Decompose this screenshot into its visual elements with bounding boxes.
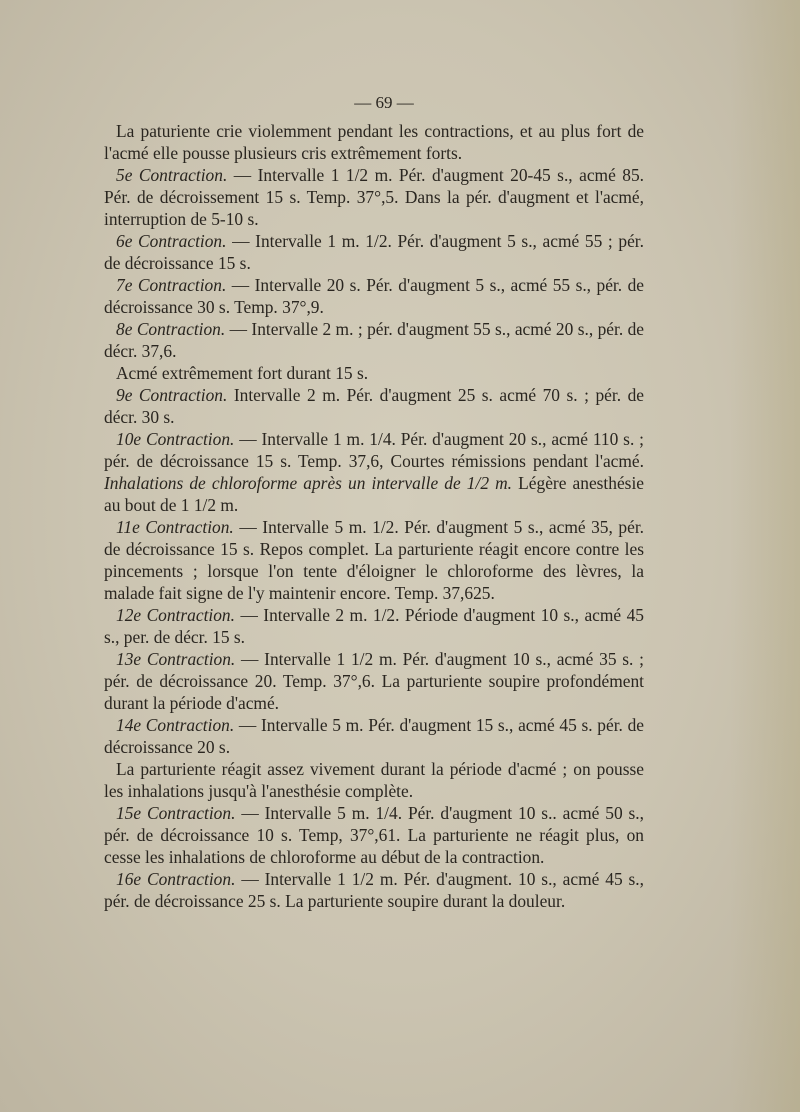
- paragraph-contraction-6: [104, 230, 644, 274]
- paragraph-text: Acmé extrêmement fort durant 15 s.: [116, 363, 369, 383]
- paragraph-intro: [104, 120, 644, 164]
- contraction-label: 9e Contraction.: [116, 385, 228, 405]
- paragraph-text: — Intervalle 1 m. 1/4. Pér. d'augment 20 s., acmé 110 s. ; pér. de décroissance 15 s. Temp. 37,6, Courtes rémissions pendant l'acmé.: [104, 429, 644, 471]
- contraction-label: 5e Contraction.: [116, 165, 228, 185]
- paragraph-contraction-14: [104, 714, 644, 758]
- paragraph-contraction-9: [104, 384, 644, 428]
- paragraph-text: Intervalle 2 m. Pér. d'augment 25 s. acmé 70 s. ; pér. de décr. 30 s.: [104, 385, 645, 427]
- paragraph-text: — Intervalle 1 1/2 m. Pér. d'augment 20-45 s., acmé 85. Pér. de décroissement 15 s. Temp. 37°,5. Dans la pér. d'augment et l'acmé, interruption de 5-10 s.: [104, 165, 644, 229]
- contraction-label: 6e Contraction.: [116, 231, 227, 251]
- contraction-label: 8e Contraction.: [116, 319, 226, 339]
- paragraph-contraction-15: [104, 802, 644, 868]
- contraction-label: 12e Contraction.: [116, 605, 235, 625]
- paragraph-text: La paturiente crie violemment pendant les contractions, et au plus fort de l'acmé elle pousse plusieurs cris extrêmement forts.: [104, 121, 644, 163]
- paragraph-text: — Intervalle 5 m. 1/2. Pér. d'augment 5 s., acmé 35, pér. de décroissance 15 s. Repos complet. La parturiente réagit encore contre les pincements ; lorsque l'on tente d'éloigner le chloroforme des lèvres, la malade fait signe de l'y maintenir encore. Temp. 37,625.: [104, 517, 644, 603]
- contraction-label: 14e Contraction.: [116, 715, 235, 735]
- paragraph-contraction-10: [104, 428, 644, 516]
- paragraph-contraction-16: [104, 868, 644, 912]
- contraction-label: 13e Contraction.: [116, 649, 236, 669]
- paragraph-contraction-7: [104, 274, 644, 318]
- paragraph-text: La parturiente réagit assez vivement durant la période d'acmé ; on pousse les inhalations jusqu'à l'anesthésie complète.: [104, 759, 644, 801]
- paragraph-contraction-8: [104, 318, 644, 362]
- contraction-label: 11e Contraction.: [116, 517, 234, 537]
- paragraph-text: — Intervalle 5 m. 1/4. Pér. d'augment 10 s.. acmé 50 s., pér. de décroissance 10 s. Temp, 37°,61. La parturiente ne réagit plus, on cesse les inhalations de chloroforme au début de la contraction.: [104, 803, 644, 867]
- paragraph-acme-note: [104, 362, 644, 384]
- paragraph-text: — Intervalle 5 m. Pér. d'augment 15 s., acmé 45 s. pér. de décroissance 20 s.: [104, 715, 644, 757]
- paragraph-contraction-13: [104, 648, 644, 714]
- contraction-label: 10e Contraction.: [116, 429, 235, 449]
- paragraph-text: — Intervalle 1 1/2 m. Pér. d'augment 10 s., acmé 35 s. ; pér. de décroissance 20. Temp. 37°,6. La parturiente soupire profondément durant la période d'acmé.: [104, 649, 644, 713]
- paragraph-contraction-12: [104, 604, 644, 648]
- paragraph-text-tail: Légère anesthésie au bout de 1 1/2 m.: [104, 473, 644, 515]
- page-number: — 69 —: [354, 93, 414, 112]
- page-text: [104, 92, 644, 912]
- paragraph-contraction-5: [104, 164, 644, 230]
- contraction-label: 7e Contraction.: [116, 275, 227, 295]
- paragraph-contraction-11: [104, 516, 644, 604]
- paragraph-text: — Intervalle 20 s. Pér. d'augment 5 s., acmé 55 s., pér. de décroissance 30 s. Temp. 37°,9.: [104, 275, 644, 317]
- paragraph-reaction-note: [104, 758, 644, 802]
- paragraph-text: — Intervalle 1 m. 1/2. Pér. d'augment 5 s., acmé 55 ; pér. de décroissance 15 s.: [104, 231, 644, 273]
- paragraph-text: — Intervalle 1 1/2 m. Pér. d'augment. 10 s., acmé 45 s., pér. de décroissance 25 s. La parturiente soupire durant la douleur.: [104, 869, 644, 911]
- contraction-label: 15e Contraction.: [116, 803, 236, 823]
- paragraph-text: — Intervalle 2 m. ; pér. d'augment 55 s., acmé 20 s., pér. de décr. 37,6.: [104, 319, 644, 361]
- contraction-label: 16e Contraction.: [116, 869, 236, 889]
- paragraph-text: — Intervalle 2 m. 1/2. Période d'augment 10 s., acmé 45 s., per. de décr. 15 s.: [104, 605, 644, 647]
- italic-note: Inhalations de chloroforme après un intervalle de 1/2 m.: [104, 473, 513, 493]
